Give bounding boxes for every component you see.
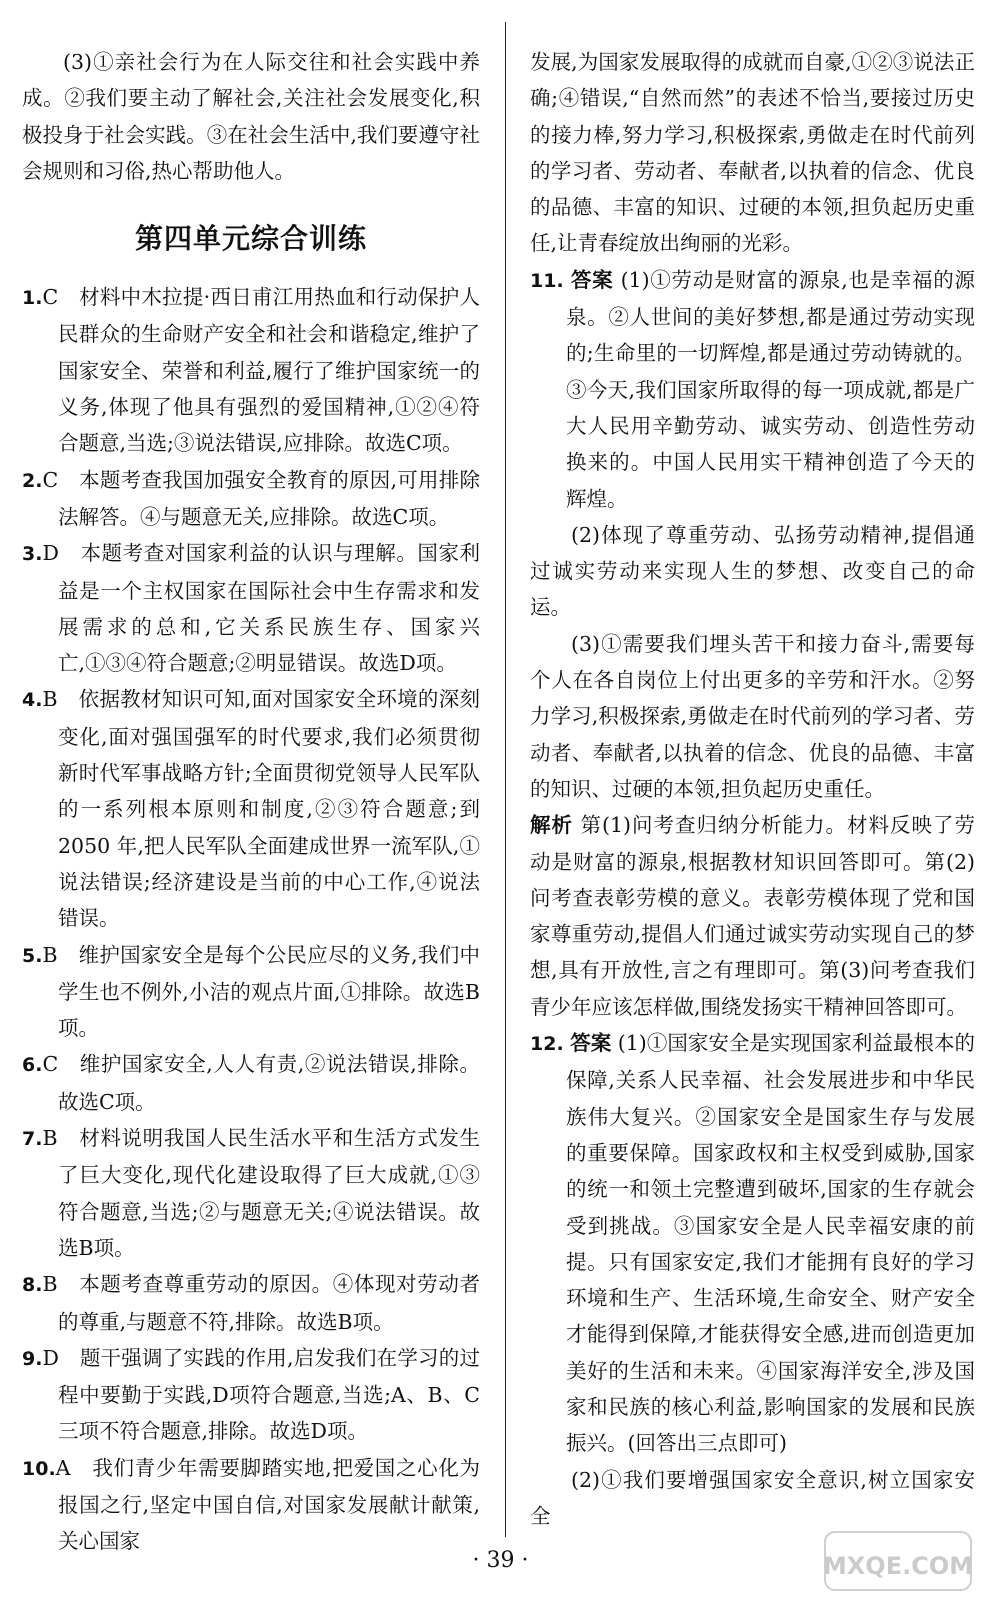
answer-item bbox=[22, 535, 480, 681]
item-text: C 维护国家安全,人人有责,②说法错误,排除。故选C项。 bbox=[42, 1052, 480, 1114]
answer-item bbox=[22, 462, 480, 536]
item-number: 4. bbox=[22, 689, 43, 712]
item-text: B 材料说明我国人民生活水平和生活方式发生了巨大变化,现代化建设取得了巨大成就,①③符合题意,当选;②与题意无关;④说法错误。故选B项。 bbox=[42, 1126, 480, 1260]
item-text: B 依据教材知识可知,面对国家安全环境的深刻变化,面对强国强军的时代要求,我们必须贯彻新时代军事战略方针;全面贯彻党领导人民军队的一系列根本原则和制度,②③符合题意;到 2050 年,把人民军队全面建成世界一流军队,①说法错误;经济建设是当前的中心工作,④说法错误。 bbox=[42, 687, 480, 931]
answer-item bbox=[22, 1340, 480, 1450]
item-number: 2. bbox=[22, 469, 43, 492]
watermark-logo bbox=[823, 1530, 973, 1592]
item-number: 5. bbox=[22, 944, 43, 967]
answer-label: 答案 bbox=[570, 1031, 612, 1056]
answer-label: 答案 bbox=[570, 267, 614, 292]
question-11-answer bbox=[530, 262, 975, 517]
question-11-part-3: (3)①需要我们埋头苦干和接力奋斗,需要每个人在各自岗位上付出更多的辛劳和汗水。②努力学习,积极探索,勇做走在时代前列的学习者、劳动者、奉献者,以执着的信念、优良的品德、丰富的知识、过硬的本领,担负起历史重任。 bbox=[530, 631, 975, 801]
item-number: 6. bbox=[22, 1054, 43, 1077]
answer-item bbox=[22, 1266, 480, 1340]
answer-text: (1)①劳动是财富的源泉,也是幸福的源泉。②人世间的美好梦想,都是通过劳动实现的;生命里的一切辉煌,都是通过劳动铸就的。③今天,我们国家所取得的每一项成就,都是广大人民用辛勤劳动、诚实劳动、创造性劳动换来的。中国人民用实干精神创造了今天的辉煌。 bbox=[566, 267, 975, 511]
item-text: C 材料中木拉提·西日甫江用热血和行动保护人民群众的生命财产安全和社会和谐稳定,维护了国家安全、荣誉和利益,履行了维护国家统一的义务,体现了他具有强烈的爱国精神,①②④符合题意,当选;③说法错误,应排除。故选C项。 bbox=[42, 285, 480, 456]
question-11-part-2: (2)体现了尊重劳动、弘扬劳动精神,提倡通过诚实劳动来实现人生的梦想、改变自己的命运。 bbox=[530, 522, 975, 620]
question-number: 11. bbox=[530, 269, 564, 292]
page-number: · 39 · bbox=[472, 1548, 529, 1573]
answer-item bbox=[22, 279, 480, 461]
analysis-label: 解析 bbox=[530, 813, 573, 838]
item-text: D 题干强调了实践的作用,启发我们在学习的过程中要勤于实践,D项符合题意,当选;A、B、C三项不符合题意,排除。故选D项。 bbox=[42, 1345, 480, 1444]
answer-list bbox=[22, 279, 480, 1559]
intro-paragraph: (3)①亲社会行为在人际交往和社会实践中养成。②我们要主动了解社会,关注社会发展变化,积极投身于社会实践。③在社会生活中,我们要遵守社会规则和习俗,热心帮助他人。 bbox=[22, 50, 480, 183]
column-divider bbox=[505, 22, 506, 1537]
left-column bbox=[22, 0, 480, 1560]
item-number: 10. bbox=[22, 1457, 56, 1480]
question-12-answer bbox=[530, 1025, 975, 1462]
answer-item bbox=[22, 937, 480, 1047]
item-text: B 本题考查尊重劳动的原因。④体现对劳动者的尊重,与题意不符,排除。故选B项。 bbox=[42, 1272, 480, 1334]
answer-item bbox=[22, 1046, 480, 1120]
question-12-part-2: (2)①我们要增强国家安全意识,树立国家安全 bbox=[530, 1467, 975, 1528]
answer-text: (1)①国家安全是实现国家利益最根本的保障,关系人民幸福、社会发展进步和中华民族伟大复兴。②国家安全是国家生存与发展的重要保障。国家政权和主权受到威胁,国家的统一和领土完整遭到破坏,国家的生存就会受到挑战。③国家安全是人民幸福安康的前提。只有国家安定,我们才能拥有良好的学习环境和生产、生活环境,生命安全、财产安全才能得到保障,才能获得安全感,进而创造更加美好的生活和未来。④国家海洋安全,涉及国家和民族的核心利益,影响国家的发展和民族振兴。(回答出三点即可) bbox=[566, 1031, 975, 1456]
continued-paragraph: 发展,为国家发展取得的成就而自豪,①②③说法正确;④错误,“自然而然”的表述不恰当,要接过历史的接力棒,努力学习,积极探索,勇做走在时代前列的学习者、劳动者、奉献者,以执着的信念、优良的品德、丰富的知识、过硬的本领,担负起历史重任,让青春绽放出绚丽的光彩。 bbox=[530, 50, 975, 256]
item-text: D 本题考查对国家利益的认识与理解。国家利益是一个主权国家在国际社会中生存需求和发展需求的总和,它关系民族生存、国家兴亡,①③④符合题意;②明显错误。故选D项。 bbox=[42, 541, 480, 676]
item-number: 9. bbox=[22, 1347, 43, 1370]
item-text: B 维护国家安全是每个公民应尽的义务,我们中学生也不例外,小洁的观点片面,①排除。故选B项。 bbox=[42, 942, 480, 1041]
item-number: 3. bbox=[22, 543, 43, 566]
item-text: A 我们青少年需要脚踏实地,把爱国之心化为报国之行,坚定中国自信,对国家发展献计献策,关心国家 bbox=[55, 1455, 480, 1554]
answer-item bbox=[22, 1450, 480, 1560]
item-number: 7. bbox=[22, 1128, 43, 1151]
section-title: 第四单元综合训练 bbox=[134, 222, 367, 256]
item-text: C 本题考查我国加强安全教育的原因,可用排除法解答。④与题意无关,应排除。故选C项。 bbox=[42, 467, 480, 529]
answer-item bbox=[22, 1120, 480, 1266]
question-number: 12. bbox=[530, 1033, 564, 1056]
item-number: 1. bbox=[22, 287, 43, 310]
watermark-text: MXQE.COM bbox=[823, 1552, 973, 1580]
analysis-text: 第(1)问考查归纳分析能力。材料反映了劳动是财富的源泉,根据教材知识回答即可。第(2)问考查表彰劳模的意义。表彰劳模体现了党和国家尊重劳动,提倡人们通过诚实劳动实现自己的梦想,具有开放性,言之有理即可。第(3)问考查我们青少年应该怎样做,围绕发扬实干精神回答即可。 bbox=[530, 813, 975, 1019]
item-number: 8. bbox=[22, 1274, 43, 1297]
right-column bbox=[530, 0, 975, 1534]
question-11-analysis bbox=[530, 807, 975, 1025]
answer-item bbox=[22, 681, 480, 936]
